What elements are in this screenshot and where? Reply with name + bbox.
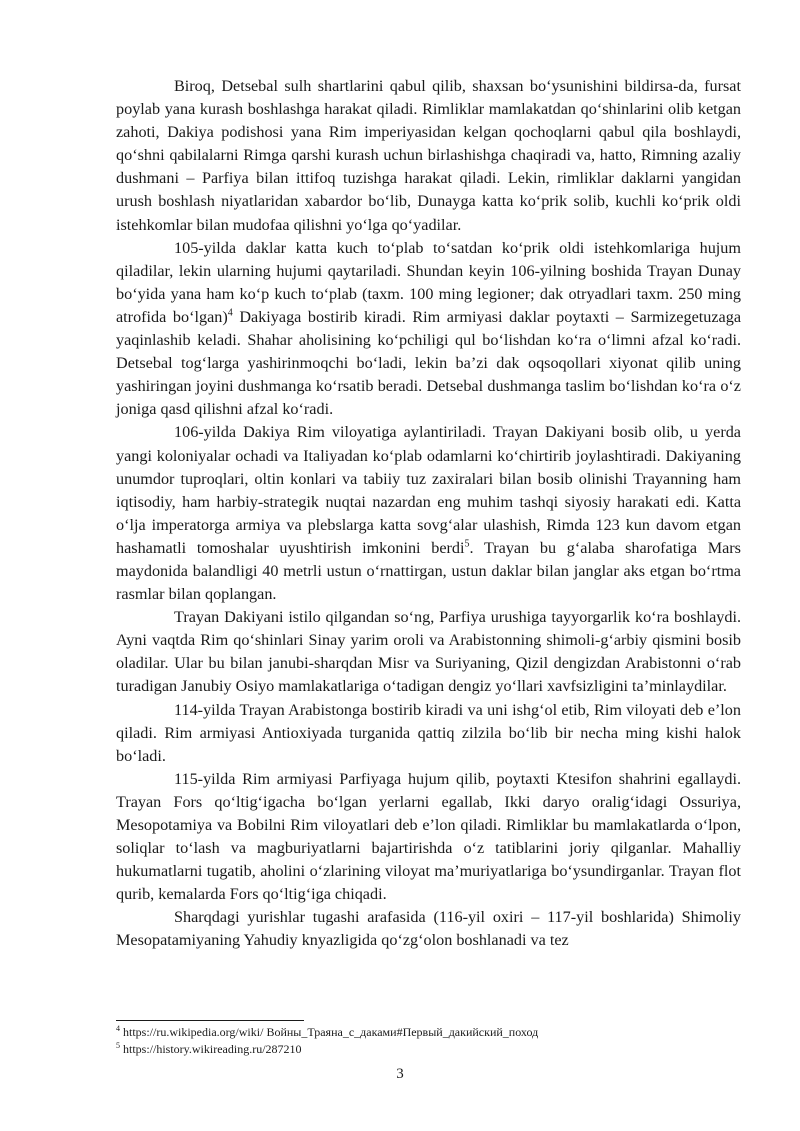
- footnote-5: [116, 1041, 741, 1058]
- body-text: [116, 75, 741, 953]
- paragraph-text: 105-yilda daklar katta kuch to‘plab to‘satdan ko‘prik oldi istehkomlariga hujum qiladilar, lekin ularning hujumi qaytariladi. Shundan keyin 106-yilning boshida Trayan Dunay bo‘yida yana ham ko‘p kuch to‘plab (taxm. 100 ming legioner; dak otryadlari taxm. 250 ming atrofida bo‘lgan): [116, 238, 741, 326]
- paragraph-7: [116, 906, 741, 952]
- paragraph-5: [116, 699, 741, 768]
- paragraph-3: [116, 421, 741, 606]
- paragraph-text: Sharqdagi yurishlar tugashi arafasida (116-yil oxiri – 117-yil boshlarida) Shimoliy Mesopatamiyaning Yahudiy knyazligida qo‘zg‘olon boshlanadi va tez: [116, 908, 741, 950]
- page-number: 3: [396, 1066, 404, 1082]
- paragraph-text: 106-yilda Dakiya Rim viloyatiga aylantiriladi. Trayan Dakiyani bosib olib, u yerda yangi koloniyalar ochadi va Italiyadan ko‘plab odamlarni ko‘chirtirib joylashtiradi. Dakiyaning unumdor tuproqlari, oltin konlari va tabiiy tuz zaxiralari bilan bosib olinishi Trayanning ham iqtisodiy, ham harbiy-strategik nuqtai nazardan eng muhim tashqi siyosiy harakati edi. Katta o‘lja imperatorga armiya va plebslarga katta sovg‘alar ulashish, Rimda 123 kun davom etgan hashamatli tomoshalar uyushtirish imkonini berdi: [116, 423, 741, 557]
- footnote-number: 4: [116, 1024, 120, 1033]
- footnote-link[interactable]: https://ru.wikipedia.org/wiki/ Войны_Траяна_с_даками#Первый_дакийский_поход: [123, 1025, 539, 1039]
- paragraph-text: Trayan Dakiyani istilo qilgandan so‘ng, Parfiya urushiga tayyorgarlik ko‘ra boshlaydi. Ayni vaqtda Rim qo‘shinlari Sinay yarim oroli va Arabistonning shimoli-g‘arbiy qismini bosib oladilar. Ular bu bilan janubi-sharqdan Misr va Suriyaning, Qizil dengizdan Arabistonni o‘rab turadigan Janubiy Osiyo mamlakatlariga o‘tadigan dengiz yo‘llari xavfsizligini ta’minlaydilar.: [116, 608, 741, 696]
- paragraph-1: [116, 75, 741, 237]
- footnotes: [116, 1024, 741, 1057]
- paragraph-2: [116, 237, 741, 422]
- paragraph-text: Biroq, Detsebal sulh shartlarini qabul qilib, shaxsan bo‘ysunishini bildirsa-da, fursat poylab yana kurash boshlashga harakat qiladi. Rimliklar mamlakatdan qo‘shinlarini olib ketgan zahoti, Dakiya podishosi yana Rim imperiyasidan kelgan qochoqlarni qabul qila boshlaydi, qo‘shni qabilalarni Rimga qarshi kurash uchun birlashishga chaqiradi va, hatto, Rimning azaliy dushmani – Parfiya bilan ittifoq tuzishga harakat qiladi. Lekin, rimliklar daklarni yangidan urush boshlash niyatlaridan xabardor bo‘lib, Dunayga katta ko‘prik solib, kuchli ko‘prik oldi istehkomlar bilan mudofaa qilishni yo‘lga qo‘yadilar.: [116, 77, 741, 234]
- paragraph-4: [116, 606, 741, 698]
- footnote-number: 5: [116, 1040, 120, 1050]
- footnote-link[interactable]: https://history.wikireading.ru/287210: [123, 1041, 302, 1056]
- footnote-ref-5[interactable]: 5: [464, 538, 470, 550]
- paragraph-text: 115-yilda Rim armiyasi Parfiyaga hujum qilib, poytaxti Ktesifon shahrini egallaydi. Trayan Fors qo‘ltig‘igacha bo‘lgan yerlarni egallab, Ikki daryo oralig‘idagi Ossuriya, Mesopotamiya va Bobilni Rim viloyatlari deb e’lon qiladi. Rimliklar bu mamlakatlarda o‘lpon, soliqlar to‘lash va magburiyatlarni bajartirishda o‘z tatiblarini joriy qilganlar. Mahalliy hukumatlarni tugatib, aholini o‘zlarining viloyat ma’muriyatlariga bo‘ysundirganlar. Trayan flot qurib, kemalarda Fors qo‘ltig‘iga chiqadi.: [116, 769, 741, 904]
- paragraph-text: 114-yilda Trayan Arabistonga bostirib kiradi va uni ishg‘ol etib, Rim viloyati deb e’lon qiladi. Rim armiyasi Antioxiyada turganida qattiq zilzila bo‘lib bir necha ming kishi halok bo‘ladi.: [116, 700, 741, 765]
- paragraph-text-cont: . Trayan bu g‘alaba sharofatiga Mars maydonida balandligi 40 metrli ustun o‘rnattirgan, ustun daklar bilan janglar aks etgan bo‘rtma rasmlar bilan qoplangan.: [116, 538, 741, 604]
- footnote-separator: [116, 1020, 304, 1021]
- footnote-ref-4[interactable]: 4: [227, 307, 233, 319]
- paragraph-text-cont: Dakiyaga bostirib kiradi. Rim armiyasi daklar poytaxti – Sarmizegetuzaga yaqinlashib keladi. Shahar aholisining ko‘pchiligi qul bo‘lishdan ko‘ra o‘limni afzal ko‘radi. Detsebal tog‘larga yashirinmoqchi bo‘ladi, lekin ba’zi dak oqsoqollari xiyonat qilib uning yashiringan joyini dushmanga ko‘rsatib beradi. Detsebal dushmanga taslim bo‘lishdan ko‘ra o‘z joniga qasd qilishni afzal ko‘radi.: [116, 307, 741, 419]
- paragraph-6: [116, 768, 741, 907]
- footnote-4: [116, 1024, 741, 1041]
